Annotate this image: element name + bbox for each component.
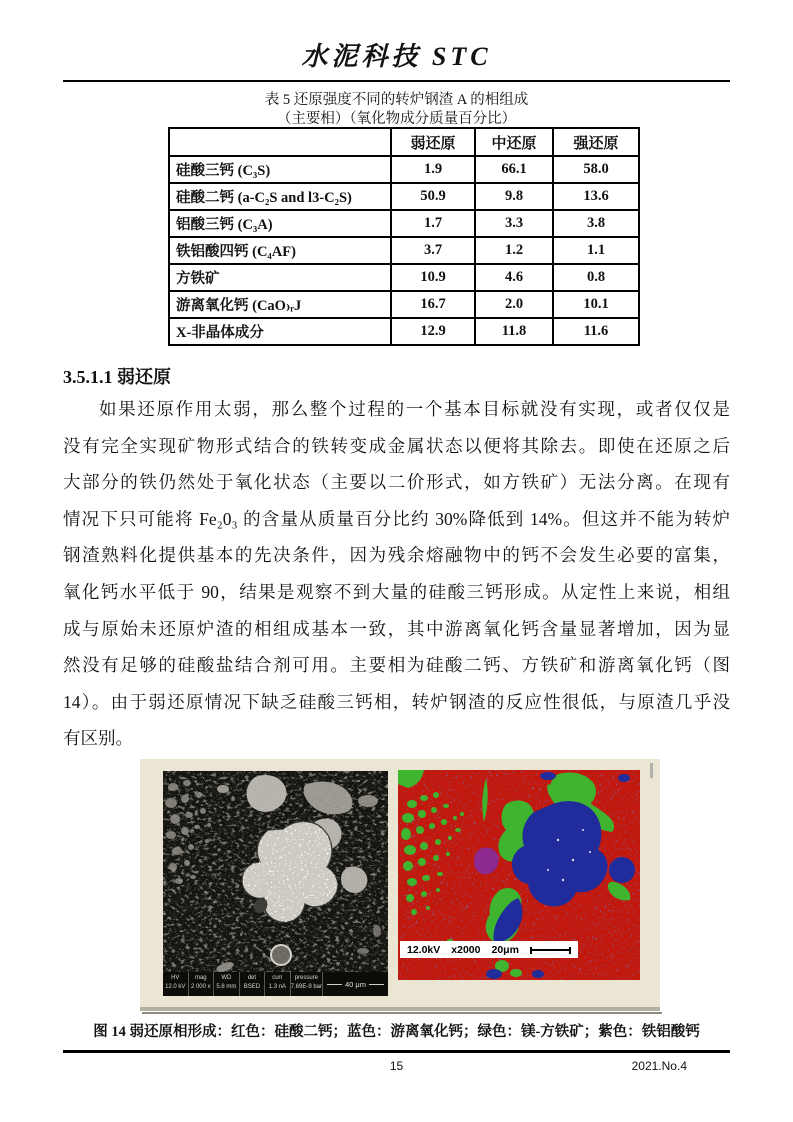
phase-value-cell: 1.9 xyxy=(391,156,475,183)
phase-value-cell: 3.8 xyxy=(553,210,639,237)
sem-scale-line-right xyxy=(369,984,384,985)
phase-value-cell: 11.6 xyxy=(553,318,639,345)
phase-name-cell: 游离氧化钙 (CaO₎ᵣJ xyxy=(169,291,391,318)
phase-value-cell: 12.9 xyxy=(391,318,475,345)
phase-name-cell: 铝酸三钙 (C₃A) xyxy=(169,210,391,237)
paragraph-line: 有区别。 xyxy=(63,728,133,749)
scan-artifact-tick xyxy=(650,763,653,778)
phase-value-cell: 3.3 xyxy=(475,210,553,237)
map-scale-line xyxy=(530,949,571,951)
table-caption-line2: （主要相）（氧化物成分质量百分比） xyxy=(276,111,517,127)
sem-scale-line-left xyxy=(327,984,342,985)
paragraph-line: 然没有足够的硅酸盐结合剂可用。主要相为硅酸二钙、方铁矿和游离氧化钙（图 xyxy=(63,655,730,676)
phase-table-wrap xyxy=(168,127,640,346)
phase-value-cell: 1.2 xyxy=(475,237,553,264)
section-heading: 3.5.1.1 弱还原 xyxy=(63,367,171,387)
sem-info-columns xyxy=(163,972,323,996)
figure-caption: 图 14 弱还原相形成：红色：硅酸二钙；蓝色：游离氧化钙；绿色：镁-方铁矿；紫色：铁铝酸钙 xyxy=(93,1024,700,1040)
paragraph-line: 14）。由于弱还原情况下缺乏硅酸三钙相，转炉钢渣的反应性很低，与原渣几乎没 xyxy=(63,691,730,712)
table-row xyxy=(169,318,639,345)
phase-value-cell: 3.7 xyxy=(391,237,475,264)
sem-image-drawing xyxy=(163,771,388,996)
column-header: 强还原 xyxy=(553,128,639,156)
paragraph-line: 大部分的铁仍然处于氧化状态（主要以二价形式，如方铁矿）无法分离。在现有 xyxy=(63,472,730,493)
sem-info-cell: mag 2 000 x xyxy=(189,972,215,996)
sem-info-cell: pressure 7.69E-9 bar xyxy=(291,972,323,996)
phase-value-cell: 50.9 xyxy=(391,183,475,210)
phase-name-cell: 方铁矿 xyxy=(169,264,391,291)
sem-image xyxy=(163,771,388,996)
footer-rule xyxy=(63,1050,730,1053)
header-rule xyxy=(63,80,730,82)
phase-value-cell: 13.6 xyxy=(553,183,639,210)
phase-name-cell: 铁铝酸四钙 (C₄AF) xyxy=(169,237,391,264)
phase-table-body xyxy=(169,156,639,345)
phase-value-cell: 1.7 xyxy=(391,210,475,237)
phase-map-image xyxy=(398,770,640,980)
page-number: 15 xyxy=(389,1059,404,1073)
phase-name-cell: 硅酸三钙 (C₃S) xyxy=(169,156,391,183)
phase-name-cell: X-非晶体成分 xyxy=(169,318,391,345)
issue-label: 2021.No.4 xyxy=(631,1059,687,1073)
column-header: 弱还原 xyxy=(391,128,475,156)
phase-value-cell: 10.1 xyxy=(553,291,639,318)
map-info-bar xyxy=(400,941,578,958)
phase-value-cell: 11.8 xyxy=(475,318,553,345)
sem-info-cell: det BSED xyxy=(240,972,266,996)
paragraph-line: 情况下只可能将 Fe₂0₃ 的含量从质量百分比约 30%降低到 14%。但这并不能为转炉 xyxy=(63,508,730,529)
table-row xyxy=(169,156,639,183)
phase-name-cell: 硅酸二钙 (a-C₂S and l3-C₂S) xyxy=(169,183,391,210)
sem-scale-label: 40 μm xyxy=(345,979,366,989)
map-scale-label: 20μm xyxy=(491,943,519,956)
map-magnification: x2000 xyxy=(451,943,481,956)
paragraph-line: 如果还原作用太弱，那么整个过程的一个基本目标就没有实现，或者仅仅是 xyxy=(99,399,730,419)
phase-value-cell: 1.1 xyxy=(553,237,639,264)
paragraph-line: 没有完全实现矿物形式结合的铁转变成金属状态以便将其除去。即使在还原之后 xyxy=(63,435,730,456)
map-voltage: 12.0kV xyxy=(407,943,441,956)
phase-value-cell: 4.6 xyxy=(475,264,553,291)
phase-value-cell: 58.0 xyxy=(553,156,639,183)
column-header: 中还原 xyxy=(475,128,553,156)
figure-panel xyxy=(140,759,660,1011)
phase-value-cell: 0.8 xyxy=(553,264,639,291)
paragraph-line: 氧化钙水平低于 90，结果是观察不到大量的硅酸三钙形成。从定性上来说，相组 xyxy=(63,581,730,602)
table-row xyxy=(169,291,639,318)
table-caption-line1: 表 5 还原强度不同的转炉钢渣 A 的相组成 xyxy=(264,92,529,108)
body-paragraph xyxy=(63,391,730,757)
phase-value-cell: 16.7 xyxy=(391,291,475,318)
phase-value-cell: 66.1 xyxy=(475,156,553,183)
sem-info-bar xyxy=(163,972,388,996)
sem-info-cell: HV 12.0 kV xyxy=(163,972,189,996)
table-row xyxy=(169,183,639,210)
phase-value-cell: 9.8 xyxy=(475,183,553,210)
corner-cell xyxy=(169,128,391,156)
sem-info-cell: curr 1.3 nA xyxy=(265,972,291,996)
phase-table-header-row xyxy=(169,128,639,156)
sem-info-cell: WD 5.8 mm xyxy=(214,972,240,996)
table-row xyxy=(169,264,639,291)
sem-scale-bar xyxy=(323,972,388,996)
paragraph-line: 钢渣熟料化提供基本的先决条件，因为残余熔融物中的钙不会发生必要的富集， xyxy=(63,545,730,566)
table-row xyxy=(169,210,639,237)
phase-value-cell: 10.9 xyxy=(391,264,475,291)
phase-value-cell: 2.0 xyxy=(475,291,553,318)
paragraph-line: 成与原始未还原炉渣的相组成基本一致，其中游离氧化钙含量显著增加，因为显 xyxy=(63,618,730,639)
phase-table xyxy=(168,127,640,346)
journal-title: 水泥科技 STC xyxy=(301,42,492,71)
table-row xyxy=(169,237,639,264)
